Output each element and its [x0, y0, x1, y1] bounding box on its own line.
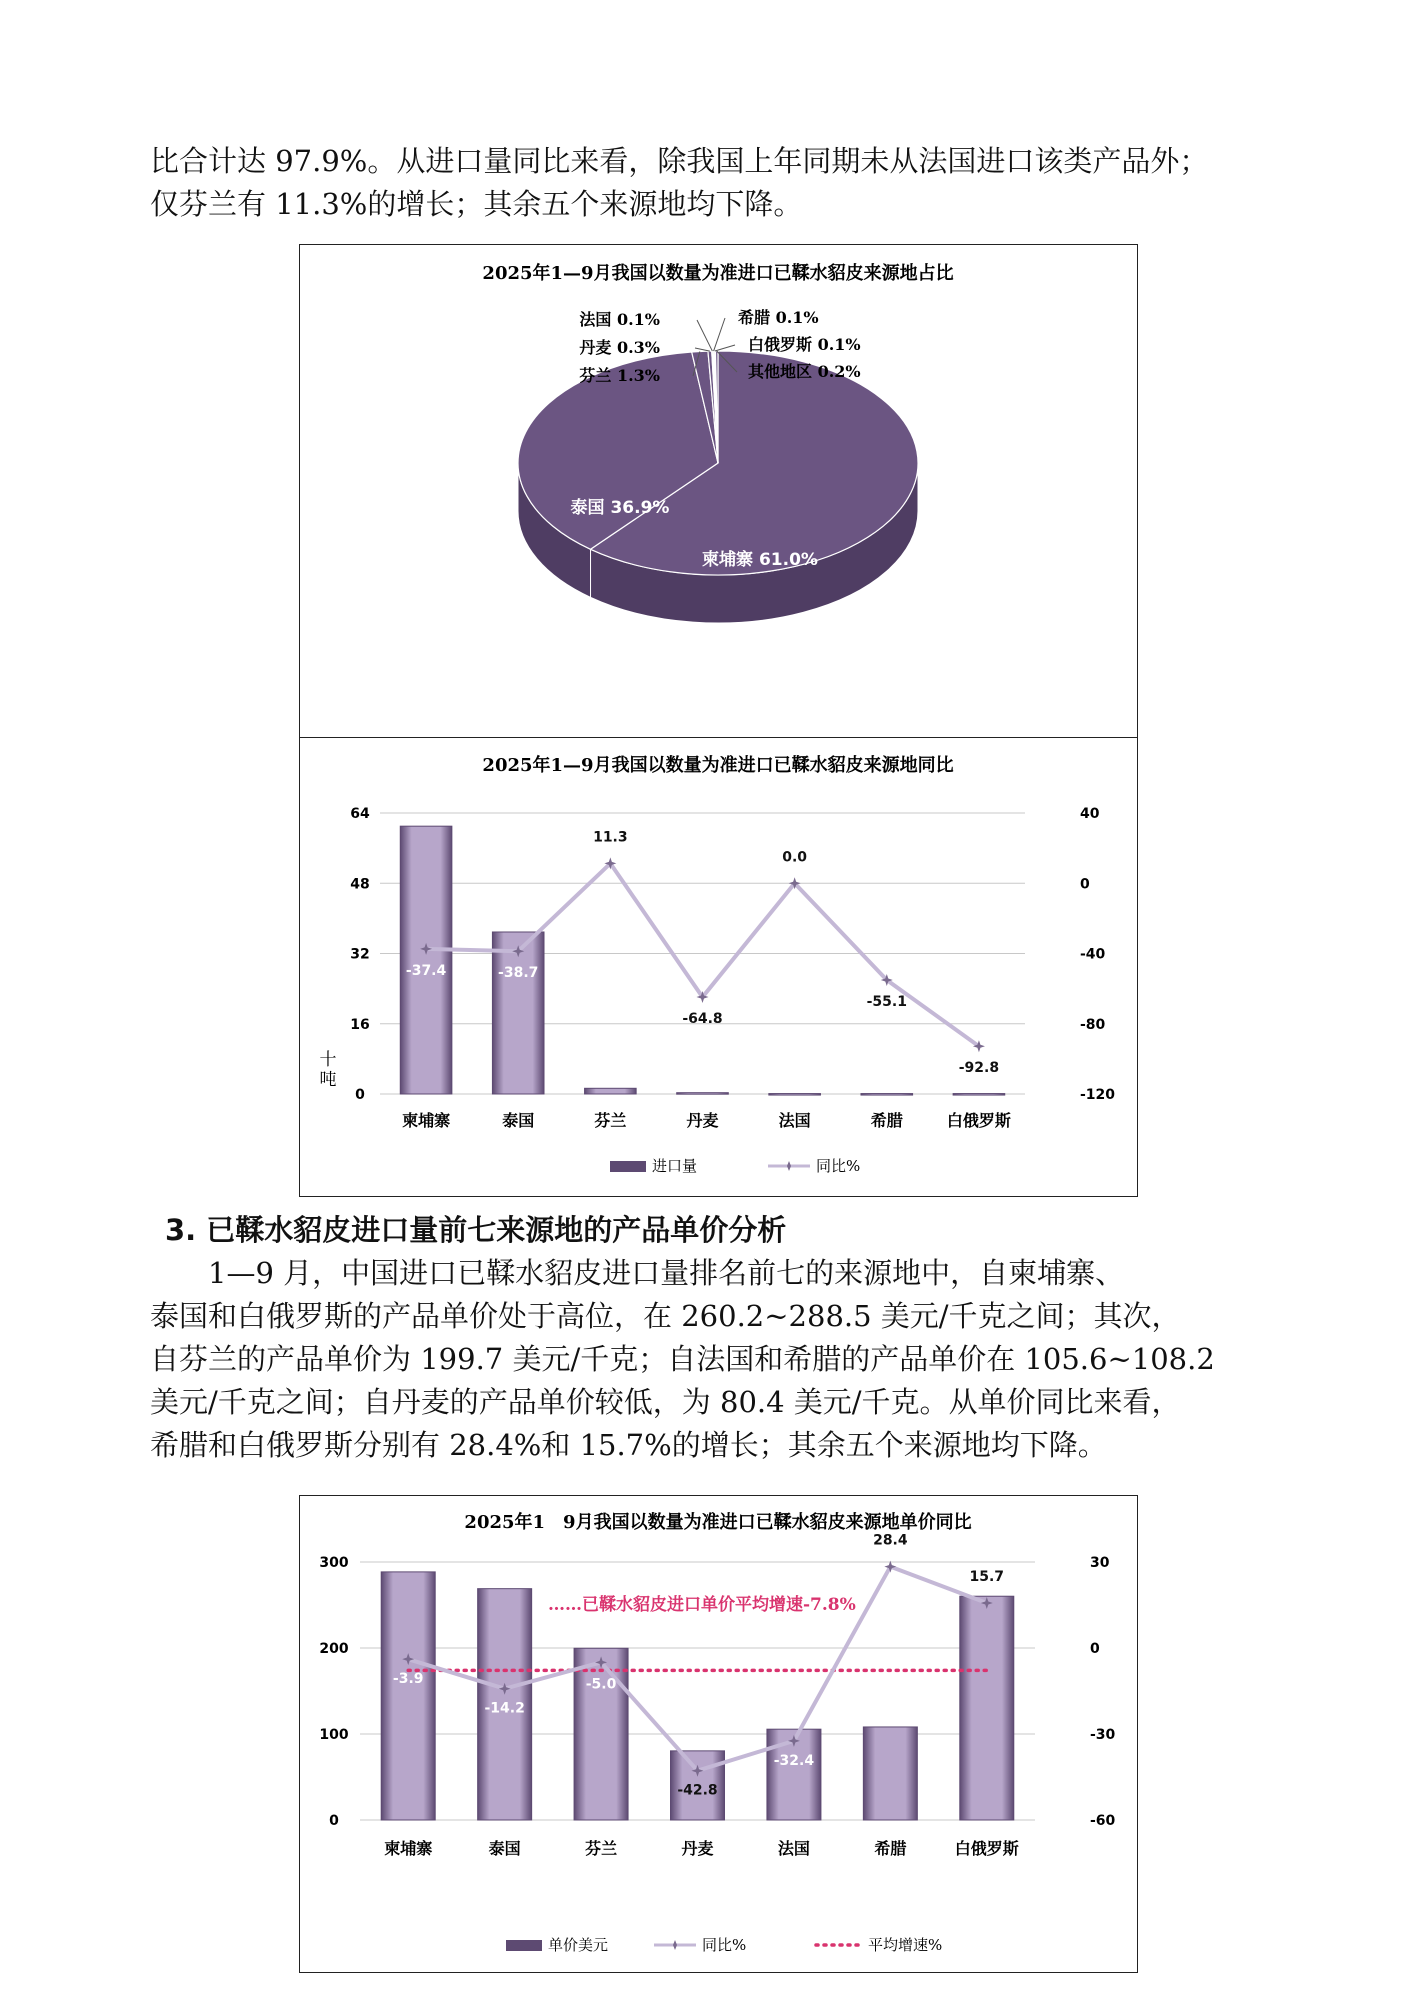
pie-chart-box [299, 244, 1138, 739]
paragraph-line: 自芬兰的产品单价为 199.7 美元/千克；自法国和希腊的产品单价在 105.6~108.2 [150, 1342, 1215, 1376]
slice-label: 法国 0.1% [579, 310, 660, 329]
data-label: 15.7 [969, 1568, 1005, 1585]
data-label: -32.4 [773, 1752, 815, 1769]
y-tick-label: 0 [329, 1813, 339, 1829]
leader-line [715, 345, 735, 351]
data-label: -37.4 [405, 962, 447, 979]
section-paragraph [150, 1252, 1270, 1467]
y-axis-label: 十 [319, 1050, 337, 1070]
slice-label: 泰国 36.9% [570, 498, 670, 518]
paragraph-line: 仅芬兰有 11.3%的增长；其余五个来源地均下降。 [150, 187, 803, 221]
legend-label: 同比% [816, 1157, 861, 1175]
data-label: -64.8 [682, 1011, 723, 1028]
slice-label: 白俄罗斯 0.1% [748, 335, 861, 354]
section-heading: 3. 已鞣水貂皮进口量前七来源地的产品单价分析 [165, 1213, 787, 1247]
leader-line [697, 320, 712, 351]
y-tick-label: 16 [350, 1016, 370, 1033]
data-label: 28.4 [873, 1532, 908, 1549]
category-label: 白俄罗斯 [946, 1111, 1011, 1130]
bar [960, 1596, 1014, 1820]
bar [400, 826, 452, 1094]
volume-yoy-chart [300, 738, 1136, 1195]
slice-label: 其他地区 0.2% [748, 362, 861, 381]
category-label: 芬兰 [594, 1111, 627, 1130]
y2-tick-label: -120 [1080, 1087, 1116, 1103]
category-label: 芬兰 [585, 1839, 618, 1858]
bar [381, 1572, 435, 1820]
paragraph-line: 比合计达 97.9%。从进口量同比来看，除我国上年同期未从法国进口该类产品外； [150, 144, 1209, 178]
category-label: 希腊 [874, 1839, 907, 1858]
bar [953, 1094, 1005, 1096]
bar [585, 1088, 637, 1094]
slice-label: 芬兰 1.3% [579, 366, 660, 385]
price-chart-box [299, 1495, 1138, 1973]
slice-label: 希腊 0.1% [738, 308, 819, 327]
legend-label: 同比% [702, 1936, 747, 1954]
paragraph-line: 美元/千克之间；自丹麦的产品单价较低，为 80.4 美元/千克。从单价同比来看， [150, 1385, 1181, 1419]
legend-label: 平均增速% [868, 1936, 943, 1954]
chart-title: 2025年1—9月我国以数量为准进口已鞣水貂皮来源地同比 [482, 755, 954, 776]
category-label: 柬埔寨 [402, 1111, 451, 1130]
y2-tick-label: -40 [1080, 946, 1106, 963]
unit-price-yoy-chart [300, 1496, 1136, 1971]
slice-label: 柬埔寨 61.0% [702, 550, 818, 570]
y-tick-label: 48 [350, 876, 370, 893]
y-axis-label: 吨 [319, 1070, 337, 1090]
y2-tick-label: 0 [1080, 876, 1090, 893]
data-label: -5.0 [585, 1676, 617, 1693]
category-label: 法国 [777, 1839, 810, 1858]
paragraph-line: 泰国和白俄罗斯的产品单价处于高位，在 260.2~288.5 美元/千克之间；其次， [150, 1299, 1181, 1333]
data-label: 11.3 [593, 829, 628, 846]
data-label: -38.7 [498, 965, 539, 982]
bar [677, 1093, 729, 1095]
data-label: 0.0 [782, 849, 808, 866]
legend-swatch-bar [610, 1161, 646, 1172]
average-annotation: ……已鞣水貂皮进口单价平均增速-7.8% [548, 1595, 856, 1615]
data-label: -42.8 [677, 1782, 718, 1799]
bar [769, 1094, 821, 1096]
category-label: 柬埔寨 [384, 1839, 433, 1858]
chart-title: 2025年1—9月我国以数量为准进口已鞣水貂皮来源地占比 [482, 263, 954, 284]
category-label: 泰国 [488, 1839, 521, 1858]
y2-tick-label: 40 [1080, 806, 1100, 822]
y-tick-label: 200 [319, 1641, 349, 1657]
bar [861, 1094, 913, 1096]
legend-marker [787, 1161, 791, 1171]
legend-label: 单价美元 [548, 1936, 609, 1954]
paragraph-line: 希腊和白俄罗斯分别有 28.4%和 15.7%的增长；其余五个来源地均下降。 [150, 1428, 1107, 1462]
legend-marker [673, 1940, 677, 1950]
legend-label: 进口量 [652, 1157, 698, 1175]
category-label: 丹麦 [686, 1111, 719, 1130]
y-tick-label: 64 [350, 806, 370, 822]
y2-tick-label: 30 [1090, 1555, 1110, 1571]
leader-line [695, 348, 710, 351]
data-label: -55.1 [866, 994, 907, 1011]
y2-tick-label: -60 [1090, 1813, 1116, 1829]
y-tick-label: 300 [319, 1555, 349, 1571]
y-tick-label: 32 [350, 946, 370, 963]
y2-tick-label: -30 [1090, 1727, 1116, 1743]
pie-chart [300, 245, 1136, 737]
bar [574, 1648, 628, 1820]
y-tick-label: 100 [319, 1727, 349, 1743]
category-label: 希腊 [870, 1111, 903, 1130]
volume-chart-box [299, 737, 1138, 1197]
bar [863, 1727, 917, 1820]
category-label: 泰国 [502, 1111, 535, 1130]
slice-label: 丹麦 0.3% [579, 338, 660, 357]
data-label: -14.2 [484, 1700, 525, 1717]
category-label: 法国 [778, 1111, 811, 1130]
category-label: 白俄罗斯 [954, 1839, 1019, 1858]
y2-tick-label: 0 [1090, 1641, 1100, 1657]
y-tick-label: 0 [355, 1087, 365, 1103]
paragraph-line: 1—9 月，中国进口已鞣水貂皮进口量排名前七的来源地中，自柬埔寨、 [208, 1256, 1125, 1290]
chart-title: 2025年1 9月我国以数量为准进口已鞣水貂皮来源地单价同比 [464, 1512, 972, 1533]
y2-tick-label: -80 [1080, 1016, 1106, 1033]
category-label: 丹麦 [681, 1839, 714, 1858]
data-label: -92.8 [958, 1060, 1000, 1077]
paragraph-continuation [150, 140, 1270, 226]
leader-line [714, 318, 725, 351]
legend-swatch-bar [506, 1940, 542, 1951]
data-label: -3.9 [392, 1671, 424, 1688]
